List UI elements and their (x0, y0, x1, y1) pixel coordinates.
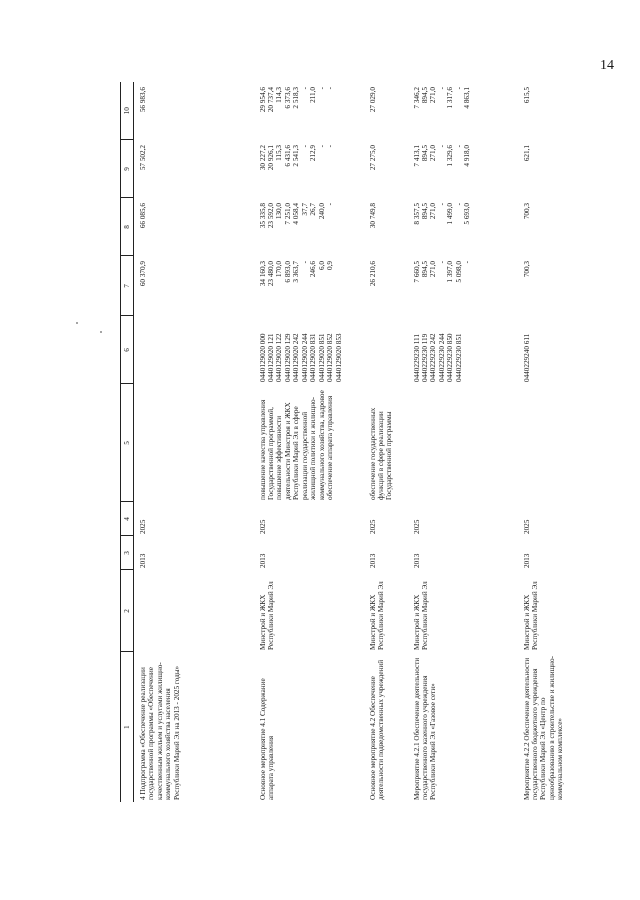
amount-col8-cell-value: 30 749,8 (368, 203, 377, 229)
header-cell: 3 (121, 536, 134, 570)
amount-col8-cell-value: 8 357,5 (412, 203, 421, 225)
amount-col8-cell-value: 1 499,0 (446, 203, 455, 225)
amount-col10-cell-value: - (326, 87, 335, 90)
amount-col8-cell-value: - (326, 203, 335, 206)
amount-col9-cell-value: 7 413,1 (412, 145, 421, 167)
amount-col8-cell (254, 198, 364, 256)
start-year-cell: 2013 (139, 553, 147, 568)
amount-col10-cell-value: 615,5 (522, 87, 531, 104)
amount-col9-cell-value: 27 275,0 (368, 145, 377, 171)
table-row (364, 82, 408, 802)
scan-speck (76, 322, 78, 324)
amount-col10-cell-value: 114,3 (275, 87, 284, 103)
budget-code-cell-value: 0440129020 000 (258, 333, 267, 382)
page-number: 14 (600, 58, 614, 73)
amount-col9-cell (254, 140, 364, 198)
start-year-cell: 2013 (368, 553, 377, 568)
header-row (121, 82, 134, 802)
end-year-cell: 2025 (522, 519, 531, 534)
amount-col10-cell-value: - (300, 87, 309, 90)
amount-col7-cell-value: 170,0 (275, 261, 284, 278)
end-year-cell: 2025 (368, 519, 377, 534)
budget-code-cell (254, 316, 364, 384)
amount-col9-cell-value: 894,5 (420, 145, 429, 162)
amount-col10-cell-value: 20 737,4 (266, 87, 275, 113)
executor-cell (134, 570, 254, 652)
amount-col7-cell-value: 7 660,5 (412, 261, 421, 283)
amount-col8-cell-value: 23 592,0 (266, 203, 275, 229)
budget-code-cell (134, 316, 254, 384)
amount-col7-cell (134, 256, 254, 316)
header-cell: 2 (121, 570, 134, 652)
header-cell: 5 (121, 384, 134, 502)
amount-col8-cell-value: 240,0 (317, 203, 326, 220)
amount-col10-cell-value: 271,0 (429, 87, 438, 104)
amount-col9-cell-value: 57 502,2 (139, 145, 147, 171)
amount-col7-cell-value: 60 370,9 (139, 261, 147, 287)
amount-col10-cell-value: 4 863,1 (463, 87, 472, 109)
budget-table (120, 82, 614, 802)
amount-col7-cell-value: 23 480,0 (266, 261, 275, 287)
header-cell: 9 (121, 140, 134, 198)
amount-col9-cell-value: - (437, 145, 446, 148)
amount-col7-cell-value: - (463, 261, 472, 264)
amount-col7-cell-value: 6 893,0 (283, 261, 292, 283)
amount-col8-cell-value: 35 335,8 (258, 203, 267, 229)
amount-col9-cell-value: 20 926,1 (266, 145, 275, 171)
executor-cell: Минстрой и ЖКХ Республики Марий Эл (412, 581, 429, 650)
amount-col9-cell (408, 140, 518, 198)
amount-col9-cell-value: 2 541,3 (292, 145, 301, 167)
amount-col9-cell-value: 115,3 (275, 145, 284, 161)
table-row (518, 82, 614, 802)
table-row (254, 82, 364, 802)
header-cell: 4 (121, 502, 134, 536)
program-name-cell: Основное мероприятие 4.1 Содержание аппарата управления (258, 678, 275, 800)
end-year-cell: 2025 (139, 519, 147, 534)
amount-col9-cell (134, 140, 254, 198)
rotated-table-area (120, 82, 565, 802)
budget-code-cell-value: 0440229230 119 (420, 333, 429, 382)
budget-code-cell-value: 0440229230 850 (446, 333, 455, 382)
table-row (134, 82, 254, 802)
amount-col10-cell-value: - (437, 87, 446, 90)
amount-col7-cell-value: 894,5 (420, 261, 429, 278)
budget-code-cell-value: 0440129020 851 (317, 333, 326, 382)
amount-col8-cell-value: 4 058,4 (292, 203, 301, 225)
budget-code-cell-value: 0440229230 242 (429, 333, 438, 382)
header-cell: 8 (121, 198, 134, 256)
amount-col9-cell-value: 212,9 (309, 145, 318, 162)
amount-col8-cell-value: - (454, 203, 463, 206)
amount-col8-cell-value: 37,7 (300, 203, 309, 216)
amount-col10-cell-value: 1 317,6 (446, 87, 455, 109)
amount-col7-cell-value: 700,3 (522, 261, 531, 278)
amount-col7-cell-value: 246,6 (309, 261, 318, 278)
budget-code-cell-value: 0440129020 242 (292, 333, 301, 382)
amount-col7-cell-value: 3 363,7 (292, 261, 301, 283)
amount-col7-cell-value: 271,0 (429, 261, 438, 278)
amount-col8-cell-value: - (437, 203, 446, 206)
amount-col10-cell-value: 2 518,3 (292, 87, 301, 109)
amount-col9-cell-value: - (317, 145, 326, 148)
budget-code-cell (364, 316, 408, 384)
budget-code-cell-value: 0440129020 129 (283, 333, 292, 382)
amount-col9-cell-value: - (326, 145, 335, 148)
amount-col10-cell-value: - (317, 87, 326, 90)
amount-col9-cell-value: - (454, 145, 463, 148)
amount-col7-cell (408, 256, 518, 316)
program-name-cell: Мероприятие 4.2.1 Обеспечение деятельности государственного казенного учреждения Республики Марий Эл «Газовое сети» (412, 657, 438, 800)
amount-col10-cell-value: 56 983,6 (139, 87, 147, 113)
amount-col9-cell-value: 1 329,6 (446, 145, 455, 167)
amount-col9-cell-value: 6 431,6 (283, 145, 292, 167)
amount-col10-cell (408, 82, 518, 140)
amount-col8-cell-value: 700,3 (522, 203, 531, 220)
budget-code-cell-value: 0440129020 831 (309, 333, 318, 382)
amount-col10-cell-value: 894,5 (420, 87, 429, 104)
header-cell: 10 (121, 82, 134, 140)
budget-code-cell-value: 0440129020 244 (300, 333, 309, 382)
amount-col7-cell-value: - (300, 261, 309, 264)
amount-col10-cell (518, 82, 614, 140)
amount-col9-cell-value: 4 918,0 (463, 145, 472, 167)
header-cell: 7 (121, 256, 134, 316)
program-name-cell: Мероприятие 4.2.2 Обеспечение деятельности государственного бюджетного учреждения Республики Марий Эл «Центр по ценообразованию в строительстве и жилищно-коммунальном комплексе» (522, 655, 565, 800)
amount-col8-cell-value: 26,7 (309, 203, 318, 216)
amount-col10-cell (364, 82, 408, 140)
amount-col8-cell-value: 271,0 (429, 203, 438, 220)
amount-col9-cell (364, 140, 408, 198)
budget-code-cell (408, 316, 518, 384)
header-cell: 6 (121, 316, 134, 384)
amount-col9-cell-value: - (300, 145, 309, 148)
amount-col10-cell (254, 82, 364, 140)
goal-cell: обеспечение государственных функций в сфере реализации Государственной программы (368, 407, 394, 500)
budget-code-cell-value: 0440129020 121 (266, 333, 275, 382)
amount-col7-cell-value: - (437, 261, 446, 264)
amount-col7-cell-value: 5 098,0 (454, 261, 463, 283)
amount-col7-cell-value: 26 210,6 (368, 261, 377, 287)
amount-col7-cell-value: 0,9 (326, 261, 335, 270)
amount-col10-cell-value: 7 346,2 (412, 87, 421, 109)
budget-code-cell-value: 0440229240 611 (522, 333, 531, 382)
amount-col10-cell-value: 27 029,0 (368, 87, 377, 113)
budget-code-cell (518, 316, 614, 384)
executor-cell: Минстрой и ЖКХ Республики Марий Эл (258, 581, 275, 650)
budget-code-cell-value: 0440129020 853 (334, 333, 343, 382)
amount-col7-cell-value: 1 397,0 (446, 261, 455, 283)
amount-col7-cell-value: 6,0 (317, 261, 326, 270)
end-year-cell: 2025 (258, 519, 267, 534)
amount-col10-cell-value: - (454, 87, 463, 90)
amount-col10-cell-value: 211,0 (309, 87, 318, 103)
goal-cell (408, 384, 518, 502)
program-name-cell: Основное мероприятие 4.2 Обеспечение деятельности подведомственных учреждений (368, 659, 385, 800)
goal-cell (518, 384, 614, 502)
amount-col8-cell-value: 894,5 (420, 203, 429, 220)
start-year-cell: 2013 (522, 553, 531, 568)
amount-col10-cell (134, 82, 254, 140)
table-row (408, 82, 518, 802)
executor-cell: Минстрой и ЖКХ Республики Марий Эл (368, 581, 385, 650)
amount-col7-cell (518, 256, 614, 316)
budget-code-cell-value: 0440129020 122 (275, 333, 284, 382)
budget-code-cell-value: 0440229230 244 (437, 333, 446, 382)
budget-code-cell-value: 0440229230 851 (454, 333, 463, 382)
amount-col8-cell-value: 130,0 (275, 203, 284, 220)
amount-col9-cell-value: 621,1 (522, 145, 531, 162)
amount-col8-cell (364, 198, 408, 256)
amount-col8-cell (518, 198, 614, 256)
amount-col7-cell-value: 34 160,3 (258, 261, 267, 287)
amount-col8-cell-value: 7 251,0 (283, 203, 292, 225)
amount-col7-cell (254, 256, 364, 316)
scan-speck (100, 331, 102, 333)
amount-col8-cell-value: 66 085,6 (139, 203, 147, 229)
executor-cell: Минстрой и ЖКХ Республики Марий Эл (522, 581, 539, 650)
start-year-cell: 2013 (258, 553, 267, 568)
amount-col10-cell-value: 6 373,6 (283, 87, 292, 109)
table-body (134, 82, 614, 802)
amount-col9-cell-value: 271,0 (429, 145, 438, 162)
start-year-cell: 2013 (412, 553, 421, 568)
program-name-cell: 4 Подпрограмма «Обеспечение реализации государственной программы «Обеспечение качественным жильем и услугами жилищно-коммунального хозяйства населения Республики Марий Эл на 2013 - 2025 годы» (139, 662, 181, 800)
end-year-cell: 2025 (412, 519, 421, 534)
amount-col9-cell-value: 30 227,2 (258, 145, 267, 171)
amount-col10-cell-value: 29 954,6 (258, 87, 267, 113)
budget-code-cell-value: 0440229230 111 (412, 334, 421, 382)
amount-col9-cell (518, 140, 614, 198)
budget-code-cell-value: 0440129020 852 (326, 333, 335, 382)
amount-col8-cell (408, 198, 518, 256)
goal-cell (134, 384, 254, 502)
header-cell: 1 (121, 652, 134, 802)
amount-col8-cell-value: 5 693,0 (463, 203, 472, 225)
goal-cell: повышение качества управления Государственной программой, повышение эффективности деятельности Минстроя и ЖКХ Республики Марий Эл в сфере реализации государственной жилищной политики и жилищно-коммунального хозяйства, кадровое обеспечение аппарата управления (258, 390, 335, 500)
amount-col8-cell (134, 198, 254, 256)
amount-col7-cell (364, 256, 408, 316)
